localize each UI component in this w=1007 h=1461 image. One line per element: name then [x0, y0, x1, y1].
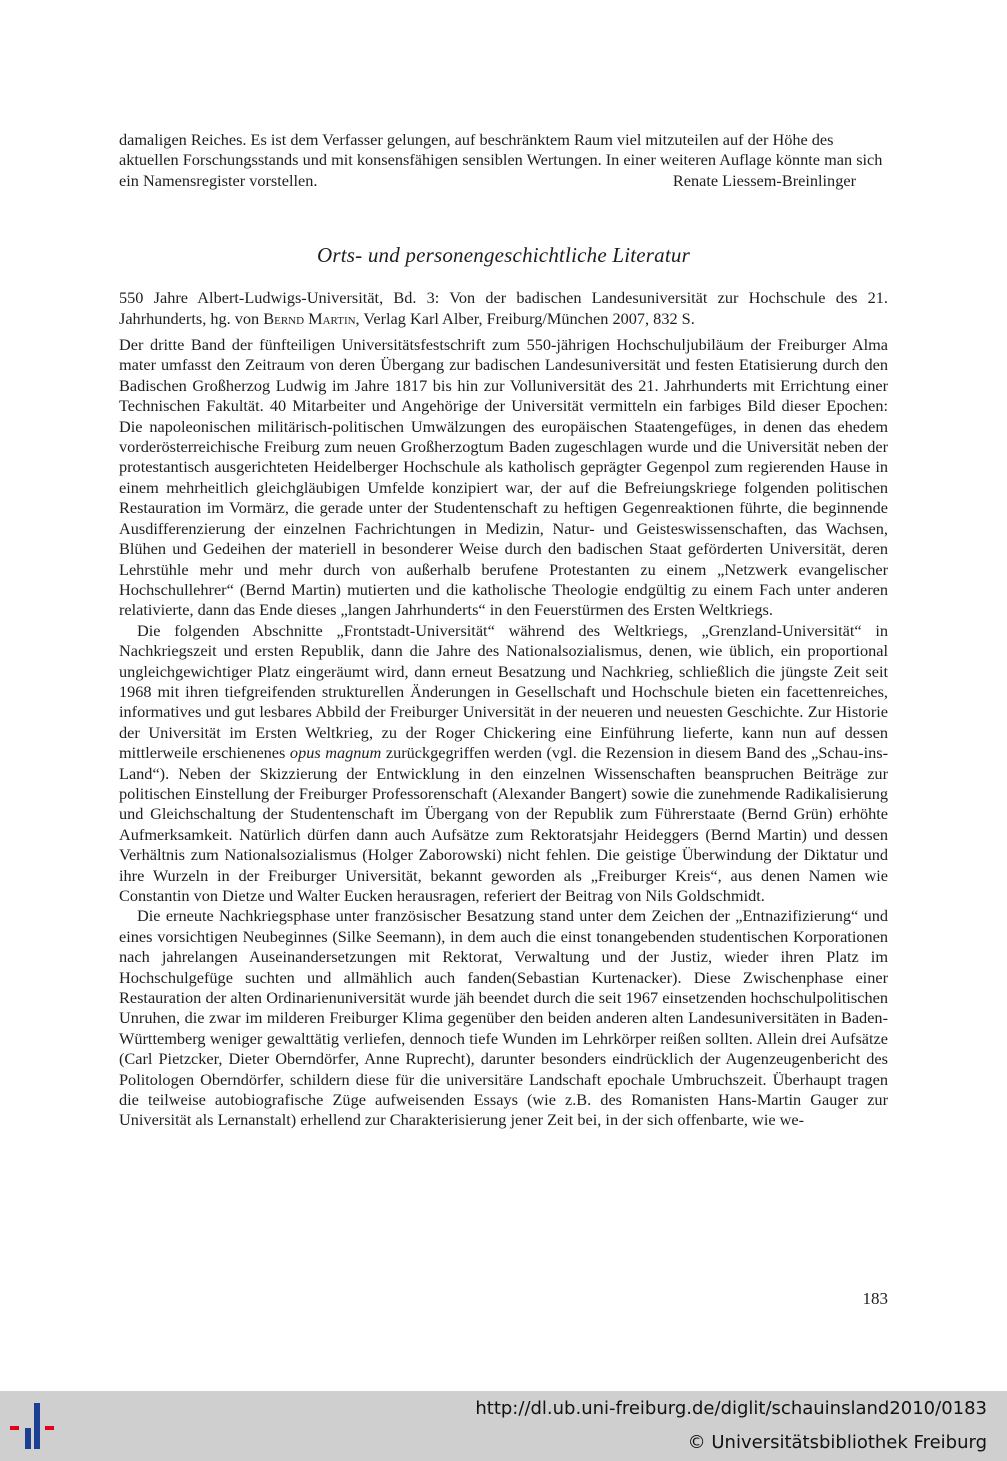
library-logo-icon [10, 1400, 64, 1452]
review-paragraph-1: Der dritte Band der fünfteiligen Universitätsfestschrift zum 550-jährigen Hochschuljubiläum der Freiburger Alma mater umfasst den Zeitraum von deren Übergang zur badischen Landesuniversität und festen Etatisierung durch den Badischen Großherzog Ludwig im Jahre 1817 bis hin zur Volluniversität des 21. Jahrhunderts mit Errichtung einer Technischen Fakultät. 40 Mitarbeiter und Angehörige der Universität vermitteln ein farbiges Bild dieser Epochen: Die napoleonischen militärisch-politischen Umwälzungen des europäischen Staatengefüges, in denen das ehedem vorderösterreichische Freiburg zum neuen Großherzogtum Baden zugeschlagen wurde und die Universität neben der protestantisch ausgerichteten Heidelberger Hochschule als katholisch geprägter Gegenpol zum regierenden Hause in einem mehrheitlich gleichgläubigen Umfelde konzipiert war, der auf die Befreiungskriege folgenden politischen Restauration im Vormärz, die gerade unter der Studentenschaft zu heftigen Gegenreaktionen führte, die beginnende Ausdifferenzierung der einzelnen Fachrichtungen in Medizin, Natur- und Geisteswissenschaften, das Wachsen, Blühen und Gedeihen der materiell in besonderer Weise durch den badischen Staat geförderten Universität, deren Lehrstühle mehr und mehr durch von außerhalb berufene Protestanten zu einem „Netzwerk evangelischer Hochschullehrer“ (Bernd Martin) mutierten und die katholische Theologie endgültig zu einem Fach unter anderen relativierte, dann das Ende dieses „langen Jahrhunderts“ in den Feuerstürmen des Ersten Weltkriegs. [119, 335, 888, 620]
paragraph-2-italic: opus magnum [289, 743, 382, 763]
section-heading: Orts- und personengeschichtliche Literatur [317, 243, 690, 268]
previous-review-ending [119, 130, 888, 191]
reference-title: 550 Jahre Albert-Ludwigs-Universität, Bd. 3: Von der badischen Landesuniversität zur Hochschule des 21. Jahrhunderts, hg. von [119, 288, 888, 328]
permalink-url[interactable]: http://dl.ub.uni-freiburg.de/diglit/schauinsland2010/0183 [475, 1398, 987, 1419]
previous-review-text: damaligen Reiches. Es ist dem Verfasser gelungen, auf beschränktem Raum viel mitzuteilen auf der Höhe des aktuellen Forschungsstands und mit konsensfähigen sensiblen Wertungen. In einer weiteren Auflage könnte man sich ein Namensregister vorstellen. [119, 130, 883, 190]
copyright-notice: © Universitätsbibliothek Freiburg [687, 1432, 987, 1453]
review-paragraph-3: Die erneute Nachkriegsphase unter französischer Besatzung stand unter dem Zeichen der „Entnazifizierung“ und eines vorsichtigen Neubeginnes (Silke Seemann), in dem auch die einst tonangebenden studentischen Korporationen nach jahrelangen Auseinandersetzungen mit Rektorat, Verwaltung und der Justiz, wieder ihren Platz im Hochschulgefüge suchten und allmählich auch fanden(Sebastian Kurtenacker). Diese Zwischenphase einer Restauration der alten Ordinarienuniversität wurde jäh beendet durch die seit 1967 einsetzenden hochschulpolitischen Unruhen, die zwar im milderen Freiburger Klima gegenüber den beiden anderen alten Landesuniversitäten in Baden-Württemberg weniger gewalttätig verliefen, dennoch tiefe Wunden im Lehrkörper reißen sollten. Allein drei Aufsätze (Carl Pietzcker, Dieter Oberndörfer, Anne Ruprecht), darunter besonders eindrücklich der Augenzeugenbericht des Politologen Oberndörfer, schildern diese für die universitäre Landschaft epochale Umbruchszeit. Überhaupt tragen die teilweise autobiografische Züge aufweisenden Essays (wie z.B. des Romanisten Hans-Martin Gauger zur Universität als Lernanstalt) erhellend zur Charakterisierung jener Zeit bei, in der sich offenbarte, wie we- [119, 906, 888, 1130]
review-paragraph-2 [119, 621, 888, 907]
reference-editor: Bernd Martin [263, 308, 356, 328]
paragraph-2-text-a: Die folgenden Abschnitte „Frontstadt-Universität“ während des Weltkriegs, „Grenzland-Universität“ in Nachkriegszeit und ersten Republik, dann die Jahre des Nationalsozialismus, denen, wie üblich, ein proportional ungleichgewichtiger Platz eingeräumt wird, dann erneut Besatzung und Nachkrieg, schließlich die jüngste Zeit seit 1968 mit ihren tiefgreifenden strukturellen Änderungen in Gesellschaft und Hochschule bieten ein facettenreiches, informatives und gut lesbares Abbild der Freiburger Universität in der neueren und neuesten Geschichte. Zur Historie der Universität im Ersten Weltkrieg, zu der Roger Chickering eine Einführung lieferte, kann nun auf dessen mittlerweile erschienenes [119, 620, 888, 763]
review-reference [119, 288, 888, 329]
footer-bar [0, 1391, 1007, 1461]
page-content [119, 130, 888, 1131]
page-number: 183 [862, 1289, 888, 1308]
reference-publisher: , Verlag Karl Alber, Freiburg/München 2007, 832 S. [355, 308, 695, 328]
previous-review-signature: Renate Liessem-Breinlinger [672, 170, 856, 190]
paragraph-2-text-b: zurückgegriffen werden (vgl. die Rezension in diesem Band des „Schau-ins-Land“). Neben der Skizzierung der Entwicklung in den einzelnen Wissenschaften beanspruchen Beiträge zur politischen Einstellung der Freiburger Professorenschaft (Alexander Bangert) sowie die zunehmende Radikalisierung und Gleichschaltung der Studentenschaft im Übergang von der Republik zum Führerstaate (Bernd Grün) erhöhte Aufmerksamkeit. Natürlich dürfen dann auch Aufsätze zum Rektoratsjahr Heideggers (Bernd Martin) und dessen Verhältnis zum Nationalsozialismus (Holger Zaborowski) nicht fehlen. Die geistige Überwindung der Diktatur und ihre Wurzeln in der Freiburger Universität, bekannt geworden als „Freiburger Kreis“, aus denen Namen wie Constantin von Dietze und Walter Eucken herausragen, referiert der Beitrag von Nils Goldschmidt. [119, 743, 888, 905]
